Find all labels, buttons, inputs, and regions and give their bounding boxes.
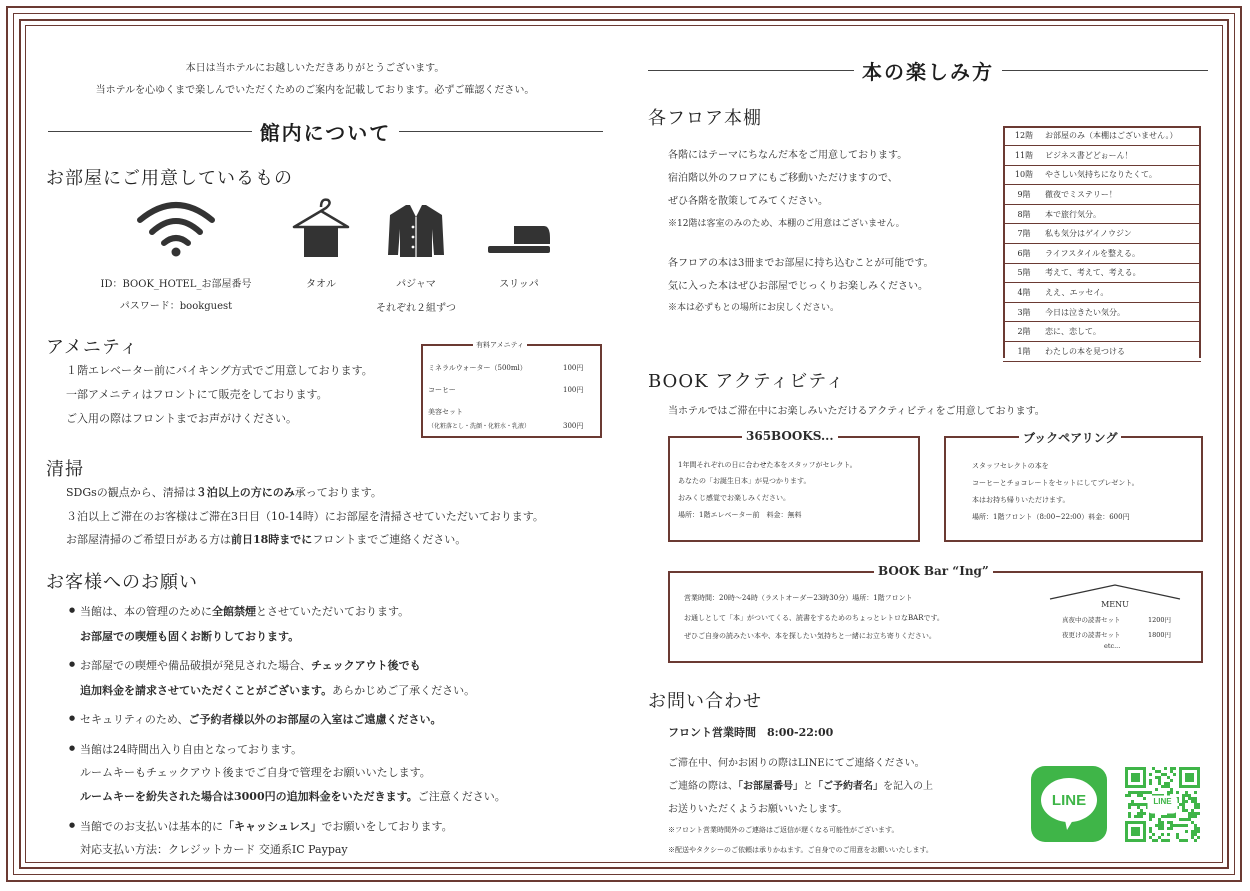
floor-theme: ビジネス書どどぉーん！ (1045, 146, 1201, 166)
floor-row (1003, 224, 1201, 244)
shelves-line: 宿泊階以外のフロアにもご移動いただけますので、 (668, 173, 898, 184)
wifi-id-label: ID：BOOK_HOTEL_お部屋番号 (100, 279, 252, 290)
contact-note-1: ※フロント営業時間外のご連絡はご返信が遅くなる可能性がございます。 (668, 826, 899, 834)
section-title-facility: 館内について (252, 121, 400, 145)
requests-heading: お客様へのお願い (46, 572, 198, 593)
bar-hours: 営業時間：20時～24時（ラストオーダー23時30分）場所：1階フロント (684, 594, 913, 602)
menu-item-name: 夜更けの読書セット (1062, 631, 1121, 639)
shelves-line: 各階にはテーマにちなんだ本をご用意しております。 (668, 150, 908, 161)
activity-line: 1年間それぞれの日に合わせた本をスタッフがセレクト。 (678, 461, 857, 469)
payment-methods: 対応支払い方法：クレジットカード 交通系IC Paypay (80, 843, 348, 856)
intro-line-2: 当ホテルを心ゆくまで楽しんでいただくためのご案内を記載しております。必ずご確認ください。 (95, 85, 535, 96)
floor-number: 1階 (1003, 342, 1045, 362)
request-item-sub: お部屋での喫煙も固くお断りしております。 (80, 630, 300, 643)
book-bar-box (668, 564, 1203, 663)
floor-number: 7階 (1003, 224, 1045, 244)
two-sets-note: それぞれ２組ずつ (376, 303, 456, 314)
contact-line-3: お送りいただくようお願いいたします。 (668, 804, 848, 815)
bar-line: ぜひご自身の読みたい本や、本を探したい気持ちと一緒にお立ち寄りください。 (684, 632, 936, 640)
floor-theme: お部屋のみ（本棚はございません。） (1045, 126, 1201, 146)
wifi-password-label: パスワード：bookguest (119, 301, 233, 312)
floor-theme: やさしい気持ちになりたくて。 (1045, 165, 1201, 185)
contact-line-2: ご連絡の際は、「お部屋番号」と「ご予約者名」を記入の上 (668, 781, 933, 792)
slipper-icon (486, 224, 552, 256)
activity-heading: BOOK アクティビティ (648, 371, 845, 392)
floor-number: 11階 (1003, 146, 1045, 166)
floor-theme: わたしの本を見つける (1045, 342, 1201, 362)
line-logo[interactable] (1031, 766, 1107, 842)
floor-theme: 私も気分はゲイノウジン (1045, 224, 1201, 244)
shelves-note: ※12階は客室のみのため、本棚のご用意はございません。 (668, 219, 905, 229)
contact-line-1: ご滞在中、何かお困りの際はLINEにてご連絡ください。 (668, 758, 925, 769)
floor-number: 9階 (1003, 185, 1045, 205)
menu-item-name: 真夜中の読書セット (1062, 616, 1121, 624)
shelves-line: ぜひ各階を散策してみてください。 (668, 196, 828, 207)
floor-number: 5階 (1003, 263, 1045, 283)
bar-line: お通しとして「本」がついてくる、読書をするためのちょっとレトロなBARです。 (684, 614, 944, 622)
floor-theme: 本で旅行気分。 (1045, 204, 1201, 224)
activity-line: 本はお持ち帰りいただけます。 (972, 496, 1070, 504)
section-title-books: 本の楽しみ方 (854, 60, 1002, 84)
amenity-line-1: １階エレベーター前にバイキング方式でご用意しております。 (66, 364, 373, 377)
activity-line: スタッフセレクトの本を (972, 462, 1049, 470)
shelves-heading: 各フロア本棚 (648, 108, 762, 129)
amenity-heading: アメニティ (46, 337, 139, 358)
activity-box-pairing (944, 431, 1203, 542)
intro-line-1: 本日は当ホテルにお越しいただきありがとうございます。 (185, 63, 445, 74)
contact-heading: お問い合わせ (648, 691, 762, 712)
request-item-sub: 追加料金を請求させていただくことがございます。あらかじめご了承ください。 (80, 684, 476, 697)
activity-line: あなたの「お誕生日本」が見つかります。 (678, 477, 811, 485)
towel-hanger-icon (290, 195, 352, 263)
book-bar-title: BOOK Bar “Ing” (874, 564, 993, 578)
activity-title: 365BOOKS... (742, 429, 838, 443)
floor-row (1003, 342, 1201, 362)
activity-line: おみくじ感覚でお楽しみください。 (678, 494, 790, 502)
activity-line: 場所：1階エレベーター前 料金：無料 (678, 511, 802, 519)
floor-row (1003, 283, 1201, 303)
paid-amenity-box (421, 341, 602, 438)
floor-row (1003, 126, 1201, 146)
request-item: ● お部屋での喫煙や備品破損が発見された場合、チェックアウト後でも (80, 657, 421, 673)
pajama-icon (386, 203, 446, 259)
floor-number: 6階 (1003, 244, 1045, 264)
borrow-note: ※本は必ずもとの場所にお戻しください。 (668, 303, 840, 313)
activity-box-365books (668, 429, 920, 542)
floor-row (1003, 204, 1201, 224)
floor-number: 8階 (1003, 204, 1045, 224)
cleaning-line-1: SDGsの観点から、清掃は３泊以上の方にのみ承っております。 (66, 486, 382, 499)
floor-row (1003, 302, 1201, 322)
floor-number: 3階 (1003, 302, 1045, 322)
fee-item-price: 300円 (563, 422, 584, 430)
slipper-label: スリッパ (499, 279, 539, 290)
floor-theme: 今日は泣きたい気分。 (1045, 302, 1201, 322)
section-header-left (48, 117, 603, 146)
pajama-label: パジャマ (396, 279, 436, 290)
floor-theme: ライフスタイルを整える。 (1045, 244, 1201, 264)
fee-item-sub: （化粧落とし・洗顔・化粧水・乳液） (428, 423, 531, 430)
cleaning-heading: 清掃 (46, 459, 84, 480)
borrow-line: 各フロアの本は3冊までお部屋に持ち込むことが可能です。 (668, 258, 934, 269)
floor-row (1003, 263, 1201, 283)
floor-row (1003, 146, 1201, 166)
wifi-icon (136, 198, 216, 258)
qr-logo-text: LINE (1153, 797, 1172, 806)
request-item-sub: ルームキーを紛失された場合は3000円の追加料金をいただきます。ご注意ください。 (80, 790, 506, 803)
floor-number: 10階 (1003, 165, 1045, 185)
floor-table-top-border (1003, 126, 1201, 128)
floor-row (1003, 165, 1201, 185)
contact-note-2: ※配送やタクシーのご依頼は承りかねます。ご自身でのご用意をお願いいたします。 (668, 846, 933, 854)
floor-row (1003, 322, 1201, 342)
floor-theme: 考えて、考えて、考える。 (1045, 263, 1201, 283)
activity-intro: 当ホテルではご滞在中にお楽しみいただけるアクティビティをご用意しております。 (668, 406, 1045, 417)
floor-theme: ええ、エッセイ。 (1045, 283, 1201, 303)
request-item-sub: ルームキーもチェックアウト後までご自身で管理をお願いいたします。 (80, 766, 431, 779)
amenity-line-2: 一部アメニティはフロントにて販売をしております。 (66, 388, 328, 401)
activity-title: ブックペアリング (1019, 429, 1121, 446)
floor-number: 4階 (1003, 283, 1045, 303)
request-item: ● 当館でのお支払いは基本的に「キャッシュレス」でお願いをしております。 (80, 818, 453, 834)
cleaning-line-2: ３泊以上ご滞在のお客様はご滞在3日目（10-14時）にお部屋を清掃させていただいております。 (66, 510, 544, 523)
floor-theme: 恋に、恋して。 (1045, 322, 1201, 342)
fee-item-name: 美容セット (428, 408, 463, 416)
room-items-heading: お部屋にご用意しているもの (46, 168, 293, 189)
request-item: ● 当館は24時間出入り自由となっております。 (80, 741, 302, 757)
line-logo-text: LINE (1051, 792, 1087, 809)
activity-line: 場所：1階フロント（8:00~22:00）料金：600円 (972, 513, 1130, 521)
fee-item-price: 100円 (563, 364, 584, 372)
towel-label: タオル (306, 279, 336, 290)
request-item: ● 当館は、本の管理のために全館禁煙とさせていただいております。 (80, 603, 409, 619)
floor-number: 2階 (1003, 322, 1045, 342)
floor-table-left-border (1003, 126, 1005, 358)
floor-table-right-border (1199, 126, 1201, 358)
floor-theme: 徹夜でミステリー！ (1045, 185, 1201, 205)
menu-title: MENU (1101, 600, 1129, 609)
request-item: ● セキュリティのため、ご予約者様以外のお部屋の入室はご遠慮ください。 (80, 711, 441, 727)
fee-item-price: 100円 (563, 386, 584, 394)
fee-item-name: コーヒー (428, 386, 456, 394)
floor-number: 12階 (1003, 126, 1045, 146)
activity-line: コーヒーとチョコレートをセットにしてプレゼント。 (972, 479, 1139, 487)
section-header-right (648, 56, 1208, 85)
borrow-line: 気に入った本はぜひお部屋でじっくりお楽しみください。 (668, 281, 928, 292)
menu-etc: etc... (1104, 642, 1121, 650)
menu-item-price: 1200円 (1148, 616, 1172, 624)
floor-theme-table (1003, 126, 1201, 362)
floor-row (1003, 185, 1201, 205)
front-hours: フロント営業時間 8:00-22:00 (668, 726, 834, 739)
paid-amenity-title: 有料アメニティ (473, 340, 527, 350)
cleaning-line-3: お部屋清掃のご希望日がある方は前日18時までにフロントまでご連絡ください。 (66, 533, 467, 546)
fee-item-name: ミネラルウォーター（500ml） (428, 364, 527, 372)
floor-row (1003, 244, 1201, 264)
menu-item-price: 1800円 (1148, 631, 1172, 639)
amenity-line-3: ご入用の際はフロントまでお声がけください。 (66, 412, 297, 425)
